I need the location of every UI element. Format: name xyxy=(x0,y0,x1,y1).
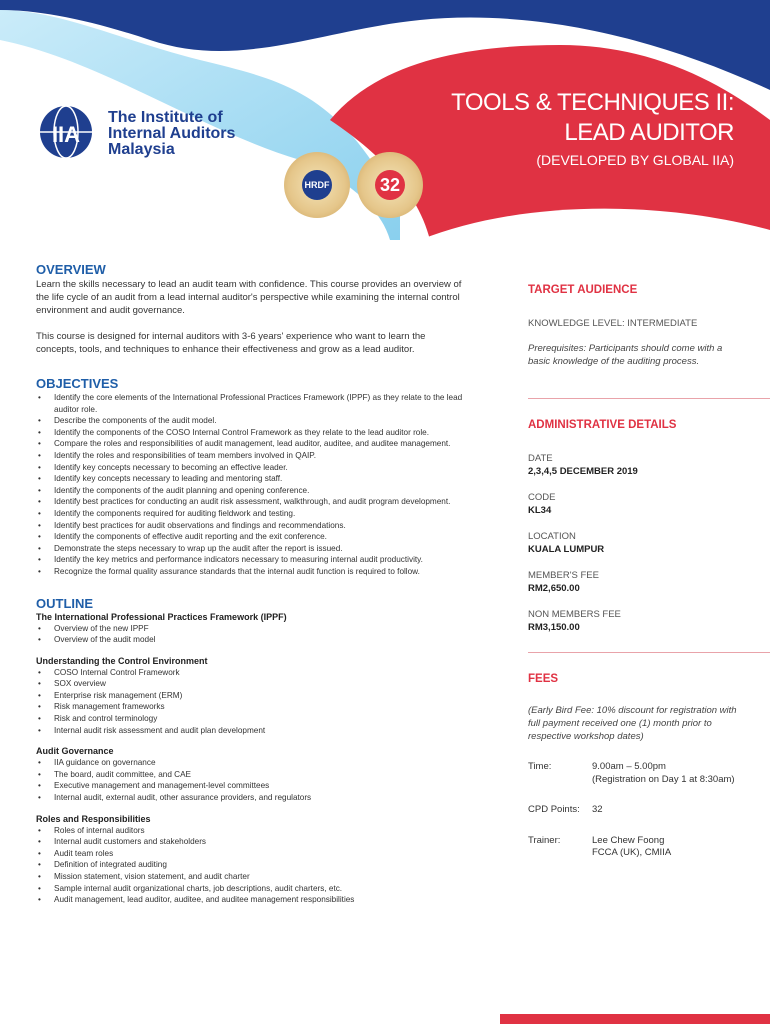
outline-item: • COSO Internal Control Framework xyxy=(36,667,468,679)
course-subtitle: (DEVELOPED BY GLOBAL IIA) xyxy=(536,152,734,168)
objective-item: • Identify the components of the audit planning and opening conference. xyxy=(36,485,468,497)
objectives-list xyxy=(36,392,468,578)
objective-item: • Identify key concepts necessary to leading and mentoring staff. xyxy=(36,473,468,485)
outline-item: • Sample internal audit organizational charts, job descriptions, audit charters, etc. xyxy=(36,883,468,895)
objective-item: • Describe the components of the audit model. xyxy=(36,415,468,427)
location-label: LOCATION xyxy=(528,531,576,542)
iia-globe-logo-icon xyxy=(36,104,100,160)
outline-item: • Internal audit risk assessment and audit plan development xyxy=(36,725,468,737)
outline-item: • IIA guidance on governance xyxy=(36,757,468,769)
objective-item: • Identify the key metrics and performance indicators necessary to measuring internal audit productivity. xyxy=(36,554,468,566)
institute-name-line-2: Internal Auditors xyxy=(108,125,236,142)
outline-section-title: Roles and Responsibilities xyxy=(36,813,151,824)
early-bird-note: (Early Bird Fee: 10% discount for registration with full payment received one (1) month prior to respective workshop dates) xyxy=(528,705,737,742)
outline-section-list xyxy=(36,825,468,906)
outline-section-title: The International Professional Practices Framework (IPPF) xyxy=(36,611,287,622)
outline-item: • Overview of the audit model xyxy=(36,634,468,646)
outline-section-title: Audit Governance xyxy=(36,746,114,757)
outline-section-list xyxy=(36,667,468,737)
objective-item: • Demonstrate the steps necessary to wrap up the audit after the report is issued. xyxy=(36,543,468,555)
cpd-label: CPD Points: xyxy=(528,804,580,815)
admin-details-heading: ADMINISTRATIVE DETAILS xyxy=(528,419,677,431)
outline-item: • Mission statement, vision statement, and audit charter xyxy=(36,871,468,883)
outline-item: • Definition of integrated auditing xyxy=(36,859,468,871)
trainer-name: Lee Chew Foong xyxy=(592,834,665,846)
section-divider xyxy=(528,398,770,399)
institute-name-line-1: The Institute of xyxy=(108,109,223,126)
location-value: KUALA LUMPUR xyxy=(528,544,605,555)
date-label: DATE xyxy=(528,453,553,464)
institute-name xyxy=(108,110,235,158)
outline-item: • The board, audit committee, and CAE xyxy=(36,769,468,781)
cpd-row xyxy=(528,804,738,817)
outline-item: • Internal audit, external audit, other assurance providers, and regulators xyxy=(36,792,468,804)
trainer-label: Trainer: xyxy=(528,834,561,846)
outline-item: • SOX overview xyxy=(36,678,468,690)
objective-item: • Identify key concepts necessary to becoming an effective leader. xyxy=(36,462,468,474)
header-banner xyxy=(0,0,770,240)
member-fee-value: RM2,650.00 xyxy=(528,583,580,594)
objective-item: • Identify best practices for audit observations and findings and recommendations. xyxy=(36,520,468,532)
overview-paragraph-2: This course is designed for internal auditors with 3-6 years' experience who want to learn the concepts, tools, and techniques to enhance their effectiveness and grow as a lead auditor. xyxy=(36,331,426,355)
outline-item: • Roles of internal auditors xyxy=(36,825,468,837)
outline-item: • Enterprise risk management (ERM) xyxy=(36,690,468,702)
outline-section-list xyxy=(36,623,468,646)
outline-section-title: Understanding the Control Environment xyxy=(36,655,208,666)
knowledge-level: KNOWLEDGE LEVEL: INTERMEDIATE xyxy=(528,318,698,329)
logo-mark-text: IIA xyxy=(51,122,81,147)
overview-paragraph-1: Learn the skills necessary to lead an audit team with confidence. This course provides an overview of the life cycle of an audit from a lead internal auditor's perspective while examining the internal control environment and audit governance. xyxy=(36,279,462,316)
cpd-badge-text: 32 xyxy=(375,170,405,200)
course-title-line-1: TOOLS & TECHNIQUES II: xyxy=(451,89,734,116)
hrdf-badge-text: HRDF xyxy=(302,170,332,200)
course-title-line-2: LEAD AUDITOR xyxy=(564,119,734,146)
objective-item: • Identify best practices for conducting an audit risk assessment, walkthrough, and audit program development. xyxy=(36,496,468,508)
overview-heading: OVERVIEW xyxy=(36,262,106,277)
objective-item: • Identify the roles and responsibilities of team members involved in QAIP. xyxy=(36,450,468,462)
outline-item: • Risk and control terminology xyxy=(36,713,468,725)
hrdf-badge-icon xyxy=(284,152,350,218)
non-member-fee-label: NON MEMBERS FEE xyxy=(528,609,621,620)
outline-sections xyxy=(36,612,468,906)
time-label: Time: xyxy=(528,761,552,772)
objective-item: • Identify the components of effective audit reporting and the exit conference. xyxy=(36,531,468,543)
code-label: CODE xyxy=(528,492,556,503)
objective-item: • Identify the components required for auditing fieldwork and testing. xyxy=(36,508,468,520)
cpd-value: 32 xyxy=(592,804,603,815)
course-title xyxy=(451,88,734,148)
outline-item: • Internal audit customers and stakeholders xyxy=(36,836,468,848)
objectives-heading: OBJECTIVES xyxy=(36,376,119,391)
member-fee-label: MEMBER'S FEE xyxy=(528,570,599,581)
footer-accent-bar xyxy=(500,1014,770,1024)
code-value: KL34 xyxy=(528,505,552,516)
objective-item: • Recognize the formal quality assurance standards that the internal audit function is required to follow. xyxy=(36,566,468,578)
institute-name-line-3: Malaysia xyxy=(108,141,175,158)
objective-item: • Compare the roles and responsibilities of audit management, lead auditor, auditee, and auditee management. xyxy=(36,438,468,450)
outline-item: • Risk management frameworks xyxy=(36,701,468,713)
non-member-fee-value: RM3,150.00 xyxy=(528,622,580,633)
objective-item: • Identify the core elements of the International Professional Practices Framework (IPPF) as they relate to the lead auditor role. xyxy=(36,392,468,415)
objective-item: • Identify the components of the COSO Internal Control Framework as they relate to the lead auditor role. xyxy=(36,427,468,439)
date-value: 2,3,4,5 DECEMBER 2019 xyxy=(528,466,638,477)
registration-note: (Registration on Day 1 at 8:30am) xyxy=(592,773,735,785)
time-row xyxy=(528,761,738,786)
fees-heading: FEES xyxy=(528,673,559,685)
trainer-credentials: FCCA (UK), CMIIA xyxy=(592,847,672,858)
right-column xyxy=(528,284,738,860)
cpd-badge-icon xyxy=(357,152,423,218)
outline-item: • Overview of the new IPPF xyxy=(36,623,468,635)
outline-heading: OUTLINE xyxy=(36,595,94,611)
section-divider xyxy=(528,652,770,653)
time-value: 9.00am – 5.00pm xyxy=(592,761,666,772)
trainer-row xyxy=(528,835,738,860)
outline-section-list xyxy=(36,757,468,803)
outline-item: • Executive management and management-level committees xyxy=(36,780,468,792)
outline-item: • Audit management, lead auditor, auditee, and auditee management responsibilities xyxy=(36,894,468,906)
target-audience-heading: TARGET AUDIENCE xyxy=(528,284,638,296)
prerequisites-note: Prerequisites: Participants should come with a basic knowledge of the auditing process. xyxy=(528,343,723,367)
outline-item: • Audit team roles xyxy=(36,848,468,860)
left-column xyxy=(36,262,468,906)
